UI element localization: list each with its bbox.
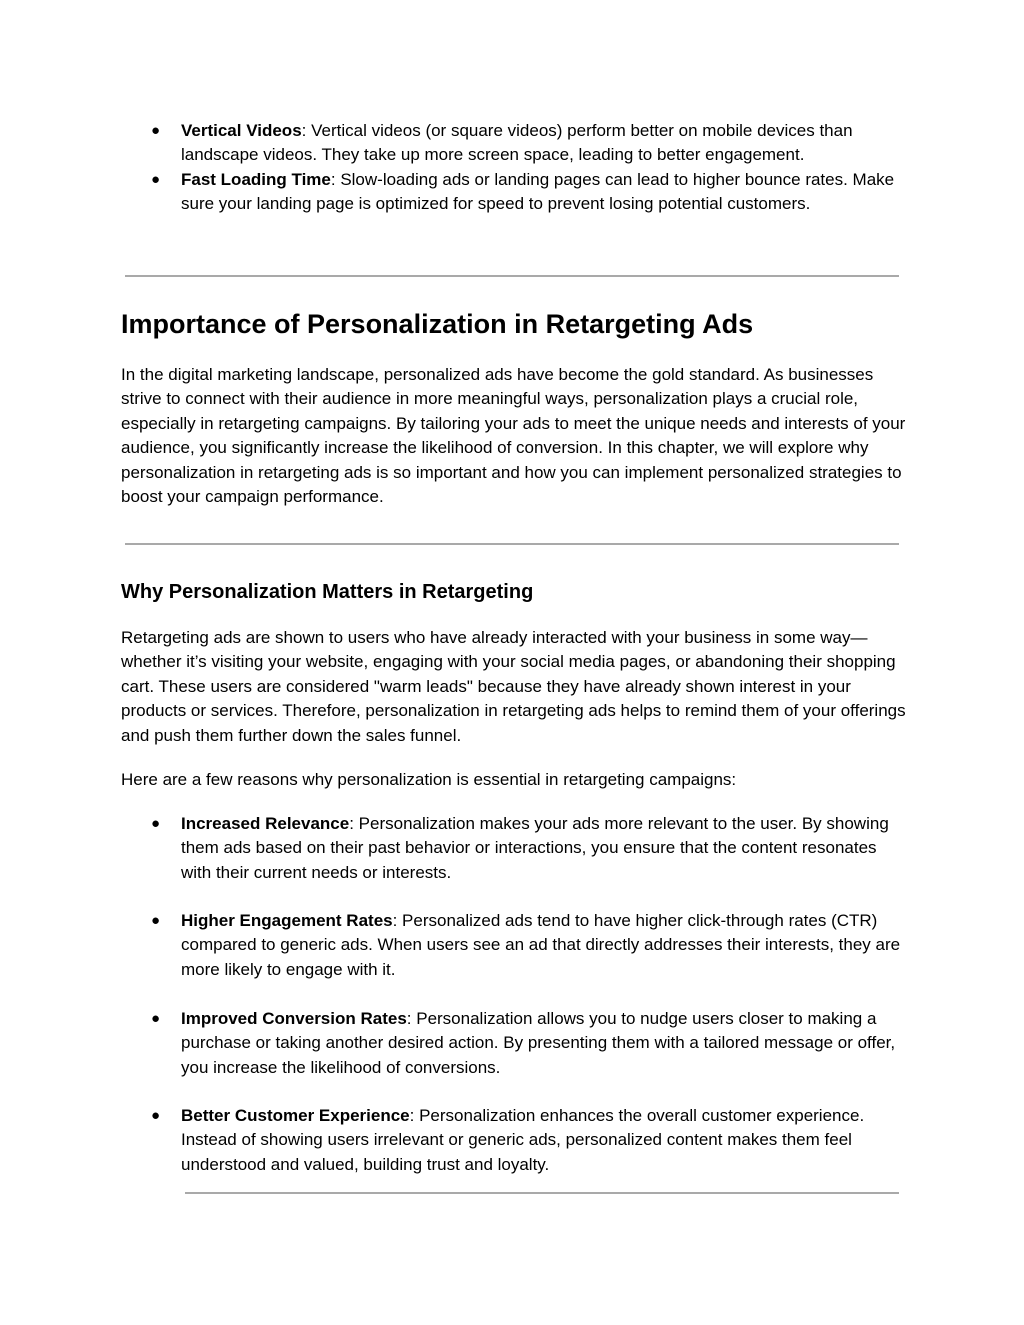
subsection-paragraph: Retargeting ads are shown to users who have already interacted with your business in some way—whether it’s visiting your website, engaging with your social media pages, or abandoning their shopping cart. These users are considered "warm leads" because they have already shown interest in your products or services. Therefore, personalization in retargeting ads helps to remind them of your offerings and push them further down the sales funnel. (121, 628, 906, 745)
list-item-term: Better Customer Experience (181, 1106, 410, 1125)
section-heading: Importance of Personalization in Retargeting Ads (121, 309, 754, 339)
bullet-marker: ● (151, 171, 161, 188)
list-item-term: Increased Relevance (181, 814, 350, 833)
list-item-description: : Slow-loading ads or landing pages can lead to higher bounce rates. Make sure your landing page is optimized for speed to prevent losing potential customers. (181, 170, 895, 214)
list-item-text (181, 909, 906, 982)
list-item-text (181, 168, 906, 217)
horizontal-divider (125, 275, 899, 277)
list-item-text (181, 812, 906, 885)
section-intro-paragraph: In the digital marketing landscape, personalized ads have become the gold standard. As businesses strive to connect with their audience in more meaningful ways, personalization plays a crucial role, especially in retargeting campaigns. By tailoring your ads to meet the unique needs and interests of your audience, you significantly increase the likelihood of conversion. In this chapter, we will explore why personalization in retargeting ads is so important and how you can implement personalized strategies to boost your campaign performance. (121, 365, 906, 507)
list-item-description: : Personalization makes your ads more relevant to the user. By showing them ads based on their past behavior or interactions, you ensure that the content resonates with their current needs or interests. (181, 814, 889, 882)
bullet-marker: ● (151, 912, 161, 929)
list-item-term: Vertical Videos (181, 121, 302, 140)
list-item-text (181, 119, 906, 168)
bullet-marker: ● (151, 1107, 161, 1124)
horizontal-divider (125, 543, 899, 545)
list-item-description: : Personalization allows you to nudge users closer to making a purchase or taking another desired action. By presenting them with a tailored message or offer, you increase the likelihood of conversions. (181, 1009, 896, 1077)
list-item-description: : Personalized ads tend to have higher click-through rates (CTR) compared to generic ads. When users see an ad that directly addresses their interests, they are more likely to engage with it. (181, 911, 901, 979)
list-item-text (181, 1007, 906, 1080)
horizontal-divider (185, 1192, 899, 1194)
list-item-term: Fast Loading Time (181, 170, 331, 189)
list-lead-in: Here are a few reasons why personalization is essential in retargeting campaigns: (121, 770, 737, 789)
list-item-text (181, 1104, 906, 1177)
list-item-description: : Vertical videos (or square videos) perform better on mobile devices than landscape videos. They take up more screen space, leading to better engagement. (181, 121, 853, 165)
bullet-marker: ● (151, 1010, 161, 1027)
list-item-term: Improved Conversion Rates (181, 1009, 407, 1028)
list-item-term: Higher Engagement Rates (181, 911, 393, 930)
bullet-marker: ● (151, 122, 161, 139)
bullet-marker: ● (151, 815, 161, 832)
subsection-heading: Why Personalization Matters in Retargeting (121, 581, 534, 603)
list-item-description: : Personalization enhances the overall customer experience. Instead of showing users irrelevant or generic ads, personalized content makes them feel understood and valued, building trust and loyalty. (181, 1106, 865, 1174)
